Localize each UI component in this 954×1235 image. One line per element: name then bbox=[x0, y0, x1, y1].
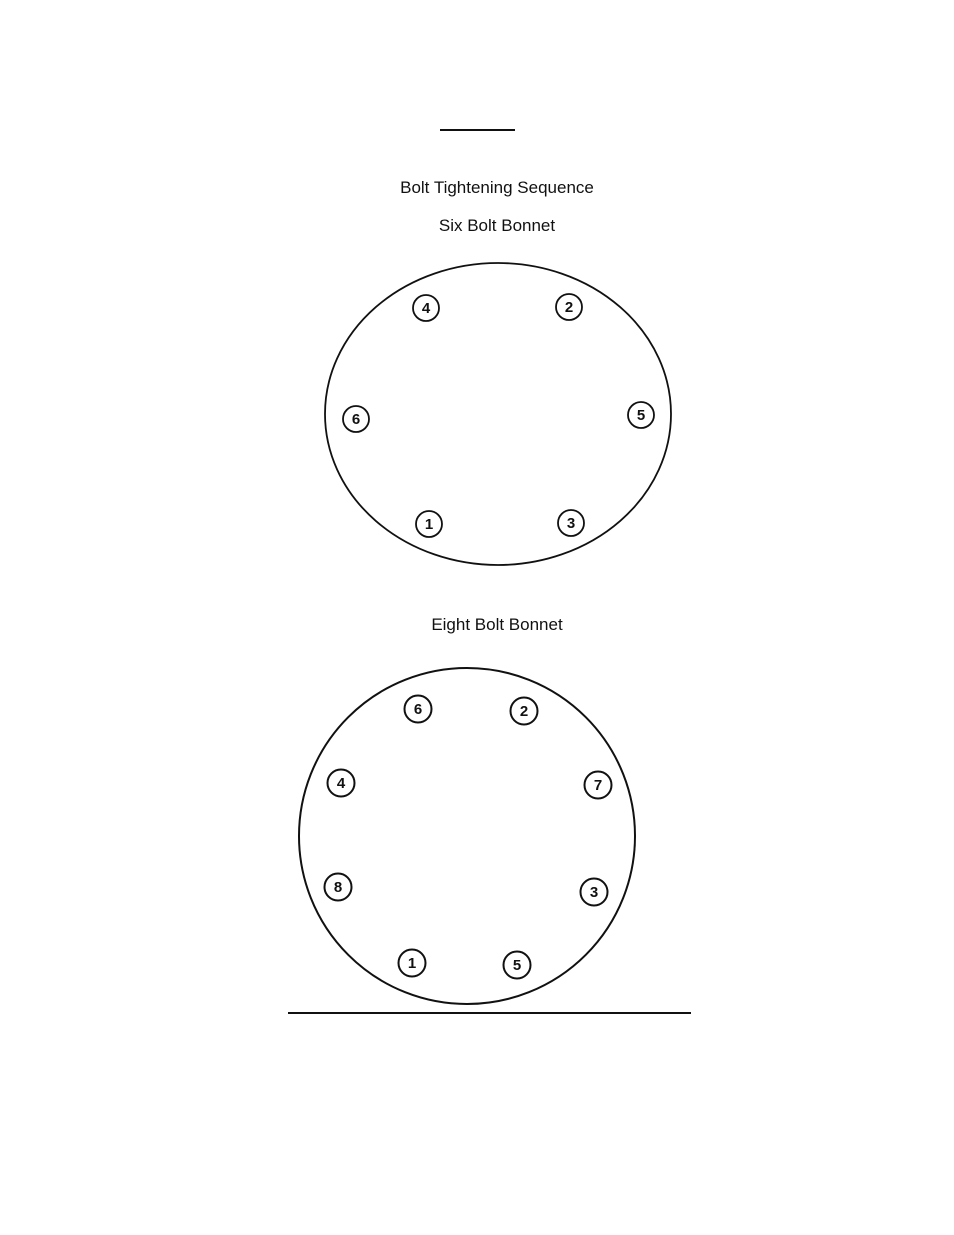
bolt-number: 3 bbox=[589, 884, 599, 901]
figure-title: Bolt Tightening Sequence bbox=[400, 178, 594, 197]
eight-bolt-bonnet-outline bbox=[299, 668, 635, 1004]
bolt-number: 2 bbox=[519, 703, 529, 720]
bolt-number: 6 bbox=[413, 701, 423, 718]
bolt-marker bbox=[405, 696, 432, 723]
bolt-number: 1 bbox=[424, 516, 434, 533]
bolt-marker bbox=[581, 879, 608, 906]
bolt-marker bbox=[399, 950, 426, 977]
bolt-number: 4 bbox=[421, 300, 431, 317]
bolt-number: 7 bbox=[593, 777, 603, 794]
bolt-marker bbox=[511, 698, 538, 725]
bolt-number: 6 bbox=[351, 411, 361, 428]
bolt-marker bbox=[504, 952, 531, 979]
bolt-number: 5 bbox=[636, 407, 646, 424]
bolt-number: 4 bbox=[336, 775, 346, 792]
bolt-number: 3 bbox=[566, 515, 576, 532]
eight-bolt-title: Eight Bolt Bonnet bbox=[431, 615, 563, 634]
bolt-number: 8 bbox=[333, 879, 343, 896]
bolt-number: 1 bbox=[407, 955, 417, 972]
six-bolt-title: Six Bolt Bonnet bbox=[438, 216, 556, 235]
bolt-marker bbox=[328, 770, 355, 797]
bolt-marker bbox=[325, 874, 352, 901]
bottom-rule bbox=[288, 1012, 691, 1014]
bolt-number: 5 bbox=[512, 957, 522, 974]
bolt-number: 2 bbox=[564, 299, 574, 316]
bolt-marker bbox=[585, 772, 612, 799]
